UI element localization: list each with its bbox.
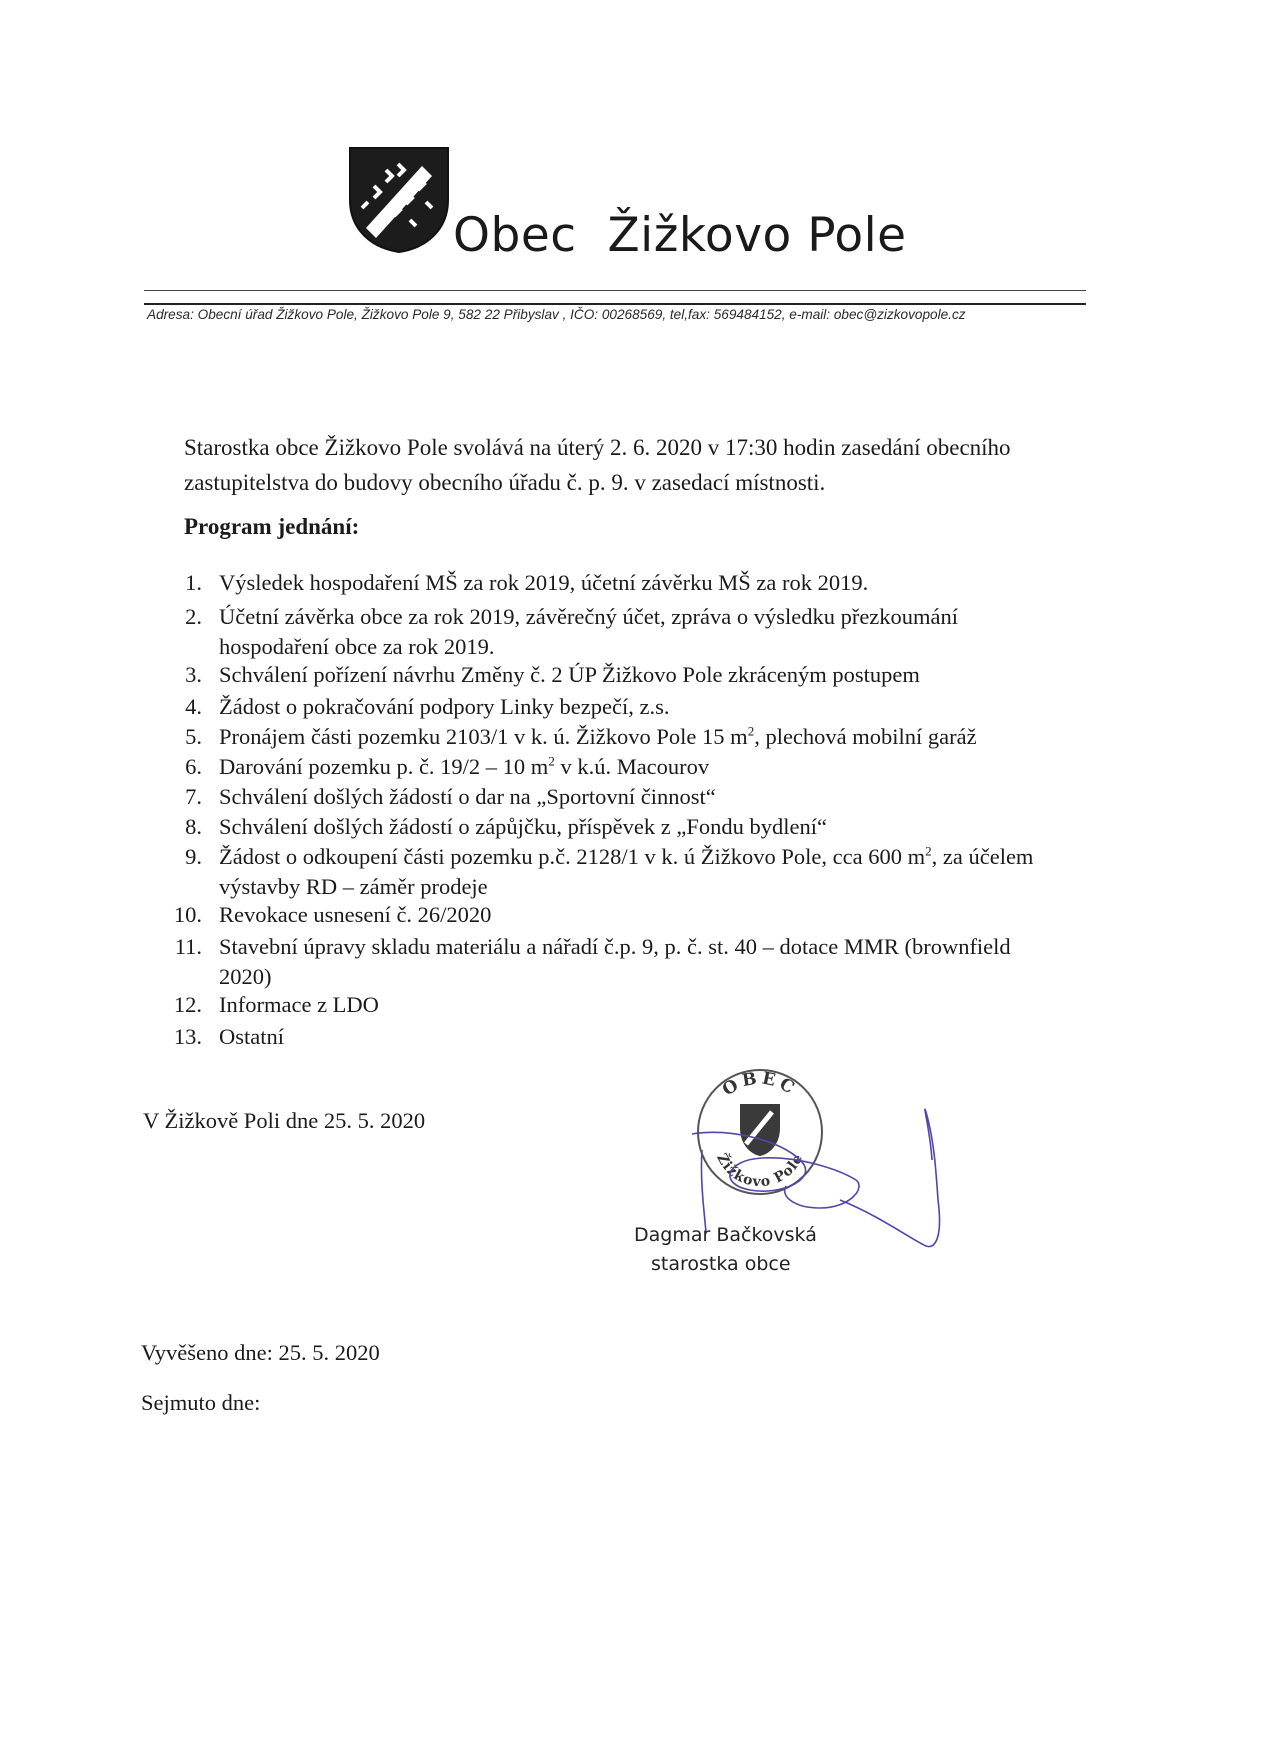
header-rule-bold — [144, 303, 1086, 305]
agenda-item-number: 11. — [174, 934, 202, 959]
header-rule — [144, 290, 1086, 291]
intro-paragraph: Starostka obce Žižkovo Pole svolává na úterý 2. 6. 2020 v 17:30 hodin zasedání obecního zastupitelstva do budovy obecního úřadu č. p. 9. v zasedací místnosti. — [184, 435, 1011, 495]
agenda-item-text: Výsledek hospodaření MŠ za rok 2019, účetní závěrku MŠ za rok 2019. — [219, 570, 869, 595]
agenda-item-number: 1. — [185, 570, 202, 595]
agenda-item-number: 7. — [185, 784, 202, 809]
agenda-item-number: 3. — [185, 662, 202, 687]
agenda-item-number: 5. — [185, 724, 202, 749]
agenda-item-text: výstavby RD – záměr prodeje — [219, 874, 488, 899]
agenda-item-text: Informace z LDO — [219, 992, 379, 1017]
agenda-item-number: 12. — [173, 992, 202, 1017]
agenda-item-number: 9. — [185, 844, 202, 869]
agenda-item-number: 10. — [173, 902, 202, 927]
signer-role: starostka obce — [651, 1253, 791, 1275]
agenda-item-text: Stavební úpravy skladu materiálu a nářadí č.p. 9, p. č. st. 40 – dotace MMR (brownfield — [219, 934, 1011, 959]
signer-name: Dagmar Bačkovská — [634, 1224, 817, 1246]
agenda-item-text: Schválení došlých žádostí o dar na „Sportovní činnost“ — [219, 784, 716, 809]
org-name: Obec Žižkovo Pole — [453, 208, 907, 263]
posted-date: Vyvěšeno dne: 25. 5. 2020 — [141, 1340, 380, 1365]
stamp-top-text: OBEC — [718, 1068, 802, 1101]
coat-of-arms-icon — [346, 142, 452, 254]
agenda-item-text: Pronájem části pozemku 2103/1 v k. ú. Žižkovo Pole 15 $m^2$, plechová mobilní garáž — [219, 723, 977, 749]
agenda-item-text: Darování pozemku p. č. 19/2 – 10 $m^2$ v k.ú. Macourov — [219, 753, 710, 779]
agenda-item-number: 2. — [185, 604, 202, 629]
removed-date: Sejmuto dne: — [141, 1390, 261, 1415]
agenda-item-text: Účetní závěrka obce za rok 2019, závěrečný účet, zpráva o výsledku přezkoumání — [219, 604, 959, 629]
address-line: Adresa: Obecní úřad Žižkovo Pole, Žižkovo Pole 9, 582 22 Přibyslav , IČO: 00268569, tel,fax: 569484152, e-mail: obec@zizkovopole.cz — [147, 307, 966, 322]
agenda-item-text: Žádost o pokračování podpory Linky bezpečí, z.s. — [219, 694, 670, 719]
agenda-item-text: hospodaření obce za rok 2019. — [219, 634, 495, 659]
agenda-item-number: 4. — [185, 694, 202, 719]
agenda-item-number: 13. — [173, 1024, 202, 1049]
agenda-item-text: Žádost o odkoupení části pozemku p.č. 2128/1 v k. ú Žižkovo Pole, cca 600 $m^2$, za účelem — [219, 843, 1034, 869]
agenda-item-text: Schválení došlých žádostí o zápůjčku, příspěvek z „Fondu bydlení“ — [219, 814, 827, 839]
agenda-item-number: 6. — [185, 754, 202, 779]
program-heading: Program jednání: — [184, 514, 360, 539]
stamp-bottom-text: Žižkovo Pole — [713, 1150, 807, 1191]
agenda-item-text: Ostatní — [219, 1024, 284, 1049]
place-date: V Žižkově Poli dne 25. 5. 2020 — [143, 1108, 426, 1133]
svg-text:OBEC — [719, 1068, 801, 1100]
agenda-item-text: Schválení pořízení návrhu Změny č. 2 ÚP Žižkovo Pole zkráceným postupem — [219, 662, 920, 687]
agenda-item-text: Revokace usnesení č. 26/2020 — [219, 902, 492, 927]
agenda-item-number: 8. — [185, 814, 202, 839]
agenda-item-text: 2020) — [219, 964, 272, 989]
